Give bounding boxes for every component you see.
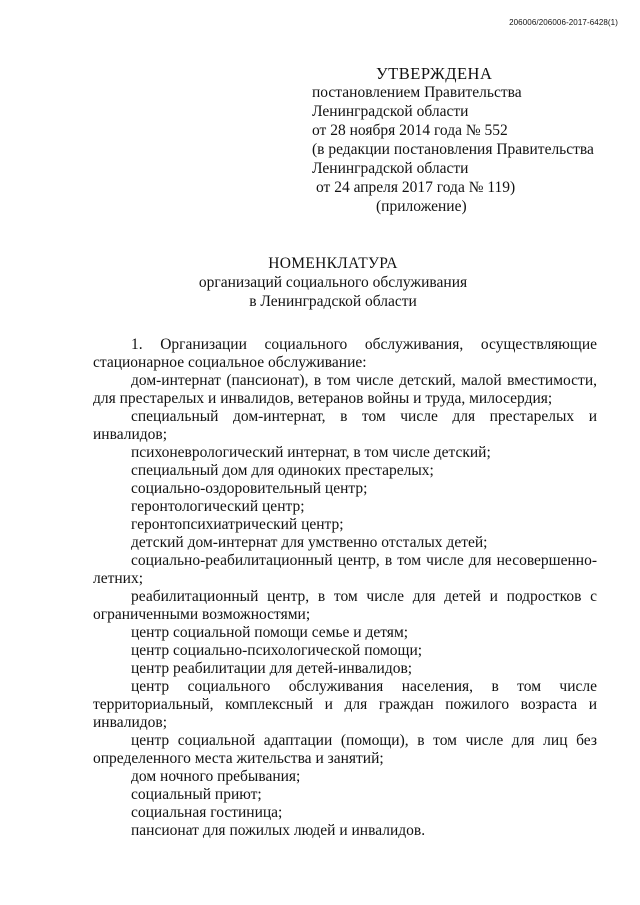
document-body bbox=[93, 336, 597, 840]
approval-line: (в редакции постановления Правительства bbox=[312, 141, 594, 158]
list-item: пансионат для пожилых людей и инвалидов. bbox=[131, 822, 426, 839]
list-item: центр социального обслуживания населения, в том числе территориальный, комплексный и для граждан пожилого возраста и инвалидов; bbox=[93, 678, 597, 731]
list-item: дом ночного пребывания; bbox=[131, 768, 301, 785]
list-item: реабилитационный центр, в том числе для детей и подростков с ограниченными возможностями; bbox=[93, 588, 597, 623]
list-item: социальный приют; bbox=[131, 786, 262, 803]
approval-line: постановлением Правительства bbox=[312, 84, 522, 101]
list-item: социально-оздоровительный центр; bbox=[131, 480, 368, 497]
approval-appendix: (приложение) bbox=[376, 198, 467, 215]
list-item: центр реабилитации для детей-инвалидов; bbox=[131, 660, 413, 677]
approval-line: от 28 ноября 2014 года № 552 bbox=[312, 122, 508, 139]
title-subtitle: в Ленинградской области bbox=[249, 293, 417, 310]
title-subtitle: организаций социального обслуживания bbox=[198, 274, 468, 291]
approval-stamp bbox=[312, 64, 594, 216]
document-title bbox=[0, 254, 640, 311]
list-item: специальный дом для одиноких престарелых; bbox=[131, 462, 434, 479]
list-item: детский дом-интернат для умственно отсталых детей; bbox=[131, 534, 488, 551]
list-item: дом-интернат (пансионат), в том числе детский, малой вместимости, для престарелых и инвалидов, ветеранов войны и труда, милосердия; bbox=[93, 372, 597, 407]
approval-line: Ленинградской области bbox=[312, 103, 469, 120]
list-item: центр социальной помощи семье и детям; bbox=[131, 624, 409, 641]
document-id: 206006/206006-2017-6428(1) bbox=[509, 18, 618, 27]
section-paragraph: 1. Организации социального обслуживания, осуществляющие стационарное социальное обслуживание: bbox=[93, 336, 597, 371]
list-item: геронтопсихиатрический центр; bbox=[131, 516, 344, 533]
approval-line: от 24 апреля 2017 года № 119) bbox=[316, 179, 516, 196]
list-item: центр социальной адаптации (помощи), в том числе для лиц без определенного места жительства и занятий; bbox=[93, 732, 597, 767]
title-main: НОМЕНКЛАТУРА bbox=[268, 255, 398, 272]
list-item: центр социально-психологической помощи; bbox=[131, 642, 423, 659]
approval-title: УТВЕРЖДЕНА bbox=[376, 64, 493, 83]
list-item: психоневрологический интернат, в том числе детский; bbox=[131, 444, 491, 461]
list-item: социально-реабилитационный центр, в том числе для несовершенно-летних; bbox=[93, 552, 597, 587]
list-item: геронтологический центр; bbox=[131, 498, 305, 515]
list-item: специальный дом-интернат, в том числе для престарелых и инвалидов; bbox=[93, 408, 597, 443]
approval-line: Ленинградской области bbox=[312, 160, 469, 177]
list-item: социальная гостиница; bbox=[131, 804, 283, 821]
